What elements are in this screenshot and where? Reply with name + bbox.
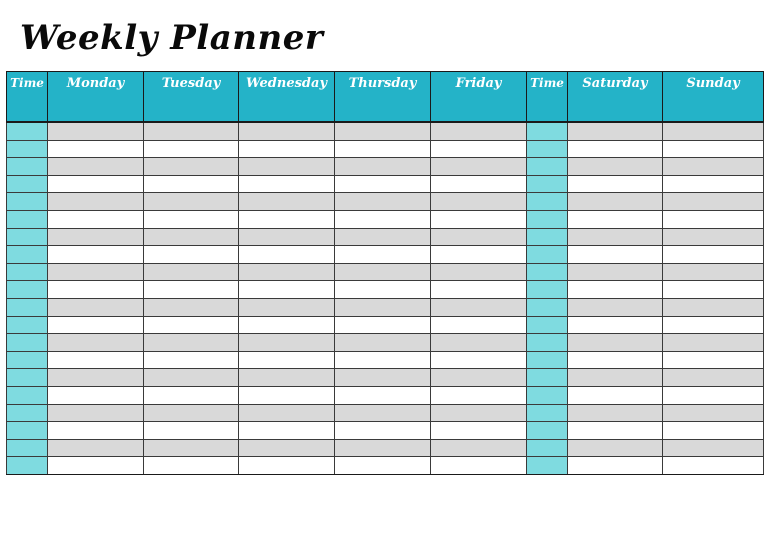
column-header-saturday: Saturday xyxy=(568,72,663,123)
planner-cell-wednesday[interactable] xyxy=(239,334,335,352)
time-cell[interactable] xyxy=(527,457,568,475)
time-cell[interactable] xyxy=(527,193,568,211)
planner-cell-sunday[interactable] xyxy=(663,316,764,334)
time-cell[interactable] xyxy=(527,140,568,158)
planner-cell-sunday[interactable] xyxy=(663,439,764,457)
time-cell[interactable] xyxy=(7,140,48,158)
planner-cell-monday[interactable] xyxy=(48,122,144,140)
time-cell[interactable] xyxy=(7,457,48,475)
planner-cell-wednesday[interactable] xyxy=(239,351,335,369)
planner-cell-sunday[interactable] xyxy=(663,140,764,158)
planner-row xyxy=(7,439,764,457)
planner-cell-monday[interactable] xyxy=(48,457,144,475)
planner-cell-friday[interactable] xyxy=(431,210,527,228)
planner-cell-saturday[interactable] xyxy=(568,369,663,387)
planner-cell-tuesday[interactable] xyxy=(144,175,239,193)
planner-cell-thursday[interactable] xyxy=(335,369,431,387)
column-header-friday: Friday xyxy=(431,72,527,123)
planner-cell-sunday[interactable] xyxy=(663,263,764,281)
planner-cell-sunday[interactable] xyxy=(663,351,764,369)
planner-cell-wednesday[interactable] xyxy=(239,122,335,140)
planner-cell-friday[interactable] xyxy=(431,298,527,316)
planner-cell-saturday[interactable] xyxy=(568,122,663,140)
planner-cell-friday[interactable] xyxy=(431,175,527,193)
time-cell[interactable] xyxy=(527,281,568,299)
planner-cell-monday[interactable] xyxy=(48,210,144,228)
planner-cell-sunday[interactable] xyxy=(663,228,764,246)
planner-row xyxy=(7,210,764,228)
planner-cell-friday[interactable] xyxy=(431,351,527,369)
planner-cell-monday[interactable] xyxy=(48,140,144,158)
planner-cell-sunday[interactable] xyxy=(663,422,764,440)
planner-row xyxy=(7,404,764,422)
planner-row xyxy=(7,228,764,246)
planner-cell-saturday[interactable] xyxy=(568,193,663,211)
planner-row xyxy=(7,316,764,334)
planner-cell-friday[interactable] xyxy=(431,193,527,211)
column-header-tuesday: Tuesday xyxy=(144,72,239,123)
planner-cell-thursday[interactable] xyxy=(335,263,431,281)
column-header-thursday: Thursday xyxy=(335,72,431,123)
planner-cell-tuesday[interactable] xyxy=(144,210,239,228)
planner-cell-saturday[interactable] xyxy=(568,386,663,404)
planner-cell-tuesday[interactable] xyxy=(144,281,239,299)
planner-cell-sunday[interactable] xyxy=(663,246,764,264)
planner-cell-thursday[interactable] xyxy=(335,439,431,457)
planner-row xyxy=(7,246,764,264)
planner-cell-monday[interactable] xyxy=(48,369,144,387)
planner-row xyxy=(7,263,764,281)
planner-cell-sunday[interactable] xyxy=(663,404,764,422)
planner-cell-tuesday[interactable] xyxy=(144,404,239,422)
planner-cell-monday[interactable] xyxy=(48,298,144,316)
planner-row xyxy=(7,422,764,440)
planner-cell-saturday[interactable] xyxy=(568,175,663,193)
time-cell[interactable] xyxy=(7,298,48,316)
time-cell[interactable] xyxy=(7,193,48,211)
time-cell[interactable] xyxy=(7,369,48,387)
planner-cell-monday[interactable] xyxy=(48,386,144,404)
planner-cell-wednesday[interactable] xyxy=(239,175,335,193)
planner-cell-tuesday[interactable] xyxy=(144,122,239,140)
planner-row xyxy=(7,369,764,387)
time-cell[interactable] xyxy=(7,316,48,334)
planner-cell-saturday[interactable] xyxy=(568,422,663,440)
time-cell[interactable] xyxy=(7,422,48,440)
planner-cell-friday[interactable] xyxy=(431,439,527,457)
time-cell[interactable] xyxy=(527,228,568,246)
planner-cell-wednesday[interactable] xyxy=(239,439,335,457)
planner-cell-sunday[interactable] xyxy=(663,281,764,299)
planner-cell-saturday[interactable] xyxy=(568,457,663,475)
planner-row xyxy=(7,457,764,475)
planner-cell-tuesday[interactable] xyxy=(144,246,239,264)
planner-cell-friday[interactable] xyxy=(431,281,527,299)
planner-cell-tuesday[interactable] xyxy=(144,158,239,176)
planner-cell-thursday[interactable] xyxy=(335,281,431,299)
time-cell[interactable] xyxy=(527,246,568,264)
planner-cell-wednesday[interactable] xyxy=(239,298,335,316)
planner-cell-tuesday[interactable] xyxy=(144,422,239,440)
weekly-planner-table xyxy=(6,71,764,475)
column-header-time: Time xyxy=(7,72,48,123)
planner-cell-wednesday[interactable] xyxy=(239,263,335,281)
planner-cell-monday[interactable] xyxy=(48,193,144,211)
planner-cell-thursday[interactable] xyxy=(335,351,431,369)
planner-cell-monday[interactable] xyxy=(48,175,144,193)
planner-cell-saturday[interactable] xyxy=(568,140,663,158)
planner-cell-monday[interactable] xyxy=(48,334,144,352)
planner-cell-wednesday[interactable] xyxy=(239,228,335,246)
planner-cell-thursday[interactable] xyxy=(335,140,431,158)
planner-row xyxy=(7,386,764,404)
planner-cell-sunday[interactable] xyxy=(663,457,764,475)
planner-cell-friday[interactable] xyxy=(431,122,527,140)
time-cell[interactable] xyxy=(7,404,48,422)
planner-cell-tuesday[interactable] xyxy=(144,193,239,211)
planner-cell-saturday[interactable] xyxy=(568,228,663,246)
time-cell[interactable] xyxy=(527,351,568,369)
planner-cell-friday[interactable] xyxy=(431,422,527,440)
planner-cell-wednesday[interactable] xyxy=(239,193,335,211)
planner-cell-sunday[interactable] xyxy=(663,193,764,211)
planner-cell-wednesday[interactable] xyxy=(239,369,335,387)
time-cell[interactable] xyxy=(7,281,48,299)
planner-cell-saturday[interactable] xyxy=(568,246,663,264)
planner-cell-sunday[interactable] xyxy=(663,158,764,176)
planner-cell-monday[interactable] xyxy=(48,158,144,176)
planner-cell-saturday[interactable] xyxy=(568,263,663,281)
planner-cell-thursday[interactable] xyxy=(335,404,431,422)
planner-cell-monday[interactable] xyxy=(48,404,144,422)
column-header-time-weekend: Time xyxy=(527,72,568,123)
planner-cell-thursday[interactable] xyxy=(335,246,431,264)
planner-cell-saturday[interactable] xyxy=(568,210,663,228)
planner-cell-friday[interactable] xyxy=(431,140,527,158)
column-header-monday: Monday xyxy=(48,72,144,123)
planner-cell-wednesday[interactable] xyxy=(239,140,335,158)
planner-cell-wednesday[interactable] xyxy=(239,386,335,404)
planner-row xyxy=(7,193,764,211)
planner-cell-saturday[interactable] xyxy=(568,351,663,369)
planner-row xyxy=(7,351,764,369)
planner-cell-friday[interactable] xyxy=(431,158,527,176)
planner-cell-saturday[interactable] xyxy=(568,334,663,352)
planner-cell-thursday[interactable] xyxy=(335,386,431,404)
planner-cell-monday[interactable] xyxy=(48,316,144,334)
planner-cell-saturday[interactable] xyxy=(568,404,663,422)
planner-cell-monday[interactable] xyxy=(48,246,144,264)
time-cell[interactable] xyxy=(7,122,48,140)
planner-cell-friday[interactable] xyxy=(431,334,527,352)
planner-cell-thursday[interactable] xyxy=(335,193,431,211)
planner-cell-tuesday[interactable] xyxy=(144,140,239,158)
column-header-wednesday: Wednesday xyxy=(239,72,335,123)
planner-cell-tuesday[interactable] xyxy=(144,228,239,246)
planner-cell-wednesday[interactable] xyxy=(239,457,335,475)
planner-cell-wednesday[interactable] xyxy=(239,316,335,334)
planner-cell-monday[interactable] xyxy=(48,439,144,457)
time-cell[interactable] xyxy=(7,246,48,264)
planner-cell-sunday[interactable] xyxy=(663,369,764,387)
planner-cell-friday[interactable] xyxy=(431,228,527,246)
planner-row xyxy=(7,158,764,176)
time-cell[interactable] xyxy=(527,422,568,440)
time-cell[interactable] xyxy=(7,175,48,193)
time-cell[interactable] xyxy=(7,386,48,404)
time-cell[interactable] xyxy=(527,158,568,176)
time-cell[interactable] xyxy=(527,263,568,281)
time-cell[interactable] xyxy=(7,263,48,281)
time-cell[interactable] xyxy=(527,298,568,316)
planner-cell-wednesday[interactable] xyxy=(239,281,335,299)
planner-row xyxy=(7,122,764,140)
planner-cell-wednesday[interactable] xyxy=(239,158,335,176)
planner-cell-saturday[interactable] xyxy=(568,316,663,334)
time-cell[interactable] xyxy=(527,439,568,457)
planner-cell-thursday[interactable] xyxy=(335,210,431,228)
planner-cell-sunday[interactable] xyxy=(663,386,764,404)
time-cell[interactable] xyxy=(527,369,568,387)
planner-cell-sunday[interactable] xyxy=(663,210,764,228)
time-cell[interactable] xyxy=(7,334,48,352)
planner-cell-saturday[interactable] xyxy=(568,158,663,176)
planner-cell-sunday[interactable] xyxy=(663,122,764,140)
time-cell[interactable] xyxy=(527,122,568,140)
planner-cell-friday[interactable] xyxy=(431,386,527,404)
planner-cell-thursday[interactable] xyxy=(335,334,431,352)
header-row xyxy=(7,72,764,123)
planner-cell-friday[interactable] xyxy=(431,404,527,422)
time-cell[interactable] xyxy=(527,175,568,193)
planner-cell-tuesday[interactable] xyxy=(144,334,239,352)
planner-cell-tuesday[interactable] xyxy=(144,457,239,475)
planner-cell-monday[interactable] xyxy=(48,422,144,440)
planner-cell-tuesday[interactable] xyxy=(144,298,239,316)
time-cell[interactable] xyxy=(527,404,568,422)
planner-cell-friday[interactable] xyxy=(431,316,527,334)
planner-cell-wednesday[interactable] xyxy=(239,404,335,422)
planner-cell-tuesday[interactable] xyxy=(144,351,239,369)
planner-cell-sunday[interactable] xyxy=(663,175,764,193)
planner-body xyxy=(7,122,764,474)
planner-cell-tuesday[interactable] xyxy=(144,369,239,387)
time-cell[interactable] xyxy=(7,351,48,369)
planner-cell-saturday[interactable] xyxy=(568,439,663,457)
time-cell[interactable] xyxy=(527,210,568,228)
planner-cell-saturday[interactable] xyxy=(568,298,663,316)
planner-cell-wednesday[interactable] xyxy=(239,422,335,440)
time-cell[interactable] xyxy=(7,158,48,176)
planner-cell-monday[interactable] xyxy=(48,281,144,299)
planner-cell-thursday[interactable] xyxy=(335,422,431,440)
planner-cell-thursday[interactable] xyxy=(335,158,431,176)
planner-cell-saturday[interactable] xyxy=(568,281,663,299)
planner-cell-friday[interactable] xyxy=(431,246,527,264)
planner-cell-monday[interactable] xyxy=(48,263,144,281)
time-cell[interactable] xyxy=(527,316,568,334)
planner-cell-thursday[interactable] xyxy=(335,228,431,246)
planner-cell-friday[interactable] xyxy=(431,263,527,281)
planner-cell-monday[interactable] xyxy=(48,228,144,246)
planner-cell-tuesday[interactable] xyxy=(144,386,239,404)
planner-cell-tuesday[interactable] xyxy=(144,439,239,457)
column-header-sunday: Sunday xyxy=(663,72,764,123)
page-title: Weekly Planner xyxy=(20,18,324,58)
planner-row xyxy=(7,281,764,299)
time-cell[interactable] xyxy=(527,386,568,404)
planner-row xyxy=(7,334,764,352)
planner-cell-tuesday[interactable] xyxy=(144,316,239,334)
time-cell[interactable] xyxy=(7,439,48,457)
planner-cell-thursday[interactable] xyxy=(335,316,431,334)
planner-cell-monday[interactable] xyxy=(48,351,144,369)
planner-cell-tuesday[interactable] xyxy=(144,263,239,281)
planner-cell-thursday[interactable] xyxy=(335,122,431,140)
time-cell[interactable] xyxy=(7,228,48,246)
planner-cell-wednesday[interactable] xyxy=(239,210,335,228)
planner-row xyxy=(7,298,764,316)
planner-cell-thursday[interactable] xyxy=(335,457,431,475)
planner-cell-friday[interactable] xyxy=(431,369,527,387)
planner-cell-friday[interactable] xyxy=(431,457,527,475)
time-cell[interactable] xyxy=(527,334,568,352)
planner-row xyxy=(7,175,764,193)
planner-cell-thursday[interactable] xyxy=(335,298,431,316)
time-cell[interactable] xyxy=(7,210,48,228)
planner-cell-wednesday[interactable] xyxy=(239,246,335,264)
planner-cell-sunday[interactable] xyxy=(663,298,764,316)
planner-cell-thursday[interactable] xyxy=(335,175,431,193)
planner-cell-sunday[interactable] xyxy=(663,334,764,352)
planner-row xyxy=(7,140,764,158)
